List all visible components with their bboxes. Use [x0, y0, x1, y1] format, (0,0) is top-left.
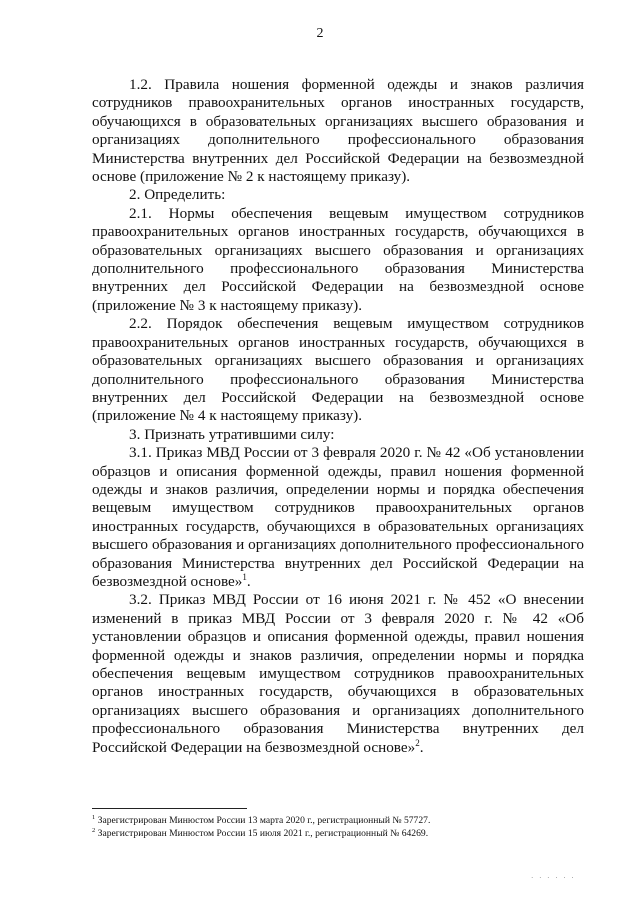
footnote-1	[92, 814, 592, 827]
paragraph-3-1	[92, 444, 584, 591]
footnote-mark-1: 1	[92, 813, 96, 821]
paragraph-3-1-tail: .	[246, 572, 251, 590]
document-body	[92, 76, 584, 757]
paragraph-3: 3. Признать утратившими силу:	[129, 425, 335, 443]
footnote-mark-2: 2	[92, 826, 96, 834]
paragraph-3-2-text: 3.2. Приказ МВД России от 16 июня 2021 г. № 452 «О внесении изменений в приказ МВД России от 3 февраля 2020 г. № 42 «Об установлении образцов и описания форменной одежды, правил ношения форменной одежды и знаков различия, определении нормы и порядка обеспечения вещевым имуществом сотрудников правоохранительных органов иностранных государств, обучающихся в образовательных организациях высшего образования и организациях дополнительного профессионального образования Министерства внутренних дел Российской Федерации на безвозмездной основе»	[92, 591, 584, 756]
page-number: 2	[316, 26, 324, 41]
footnote-2-text: Зарегистрирован Минюстом России 15 июля 2021 г., регистрационный № 64269.	[97, 828, 429, 839]
footnote-1-text: Зарегистрирован Минюстом России 13 марта 2020 г., регистрационный № 57727.	[97, 815, 431, 826]
footnote-divider	[92, 808, 247, 809]
paragraph-3-2-tail: .	[419, 738, 424, 756]
paragraph-2: 2. Определить:	[129, 186, 226, 204]
footnote-ref-2: 2	[415, 737, 420, 748]
footnote-2	[92, 827, 592, 840]
footnote-ref-1: 1	[242, 571, 247, 582]
paragraph-3-1-text: 3.1. Приказ МВД России от 3 февраля 2020 г. № 42 «Об установлении образцов и описания форменной одежды, правил ношения форменной одежды и знаков различия, определении нормы и порядка обеспечения вещевым имуществом сотрудников правоохранительных органов иностранных государств, обучающихся в образовательных организациях высшего образования и организациях дополнительного профессионального образования Министерства внутренних дел Российской Федерации на безвозмездной основе»	[92, 444, 584, 590]
footnotes	[92, 814, 592, 840]
paragraph-1-2: 1.2. Правила ношения форменной одежды и знаков различия сотрудников правоохранительных органов иностранных государств, обучающихся в образовательных организациях высшего образования и организациях дополнительного профессионального образования Министерства внутренних дел Российской Федерации на безвозмездной основе (приложение № 2 к настоящему приказу).	[92, 76, 584, 186]
paragraph-3-2	[92, 591, 584, 757]
scan-artifact: · · · · · ·	[531, 874, 576, 882]
paragraph-2-1: 2.1. Нормы обеспечения вещевым имуществом сотрудников правоохранительных органов иностранных государств, обучающихся в образовательных организациях высшего образования и организациях дополнительного профессионального образования Министерства внутренних дел Российской Федерации на безвозмездной основе (приложение № 3 к настоящему приказу).	[92, 204, 584, 314]
paragraph-2-2: 2.2. Порядок обеспечения вещевым имуществом сотрудников правоохранительных органов иностранных государств, обучающихся в образовательных организациях высшего образования и организациях дополнительного профессионального образования Министерства внутренних дел Российской Федерации на безвозмездной основе (приложение № 4 к настоящему приказу).	[92, 315, 584, 425]
